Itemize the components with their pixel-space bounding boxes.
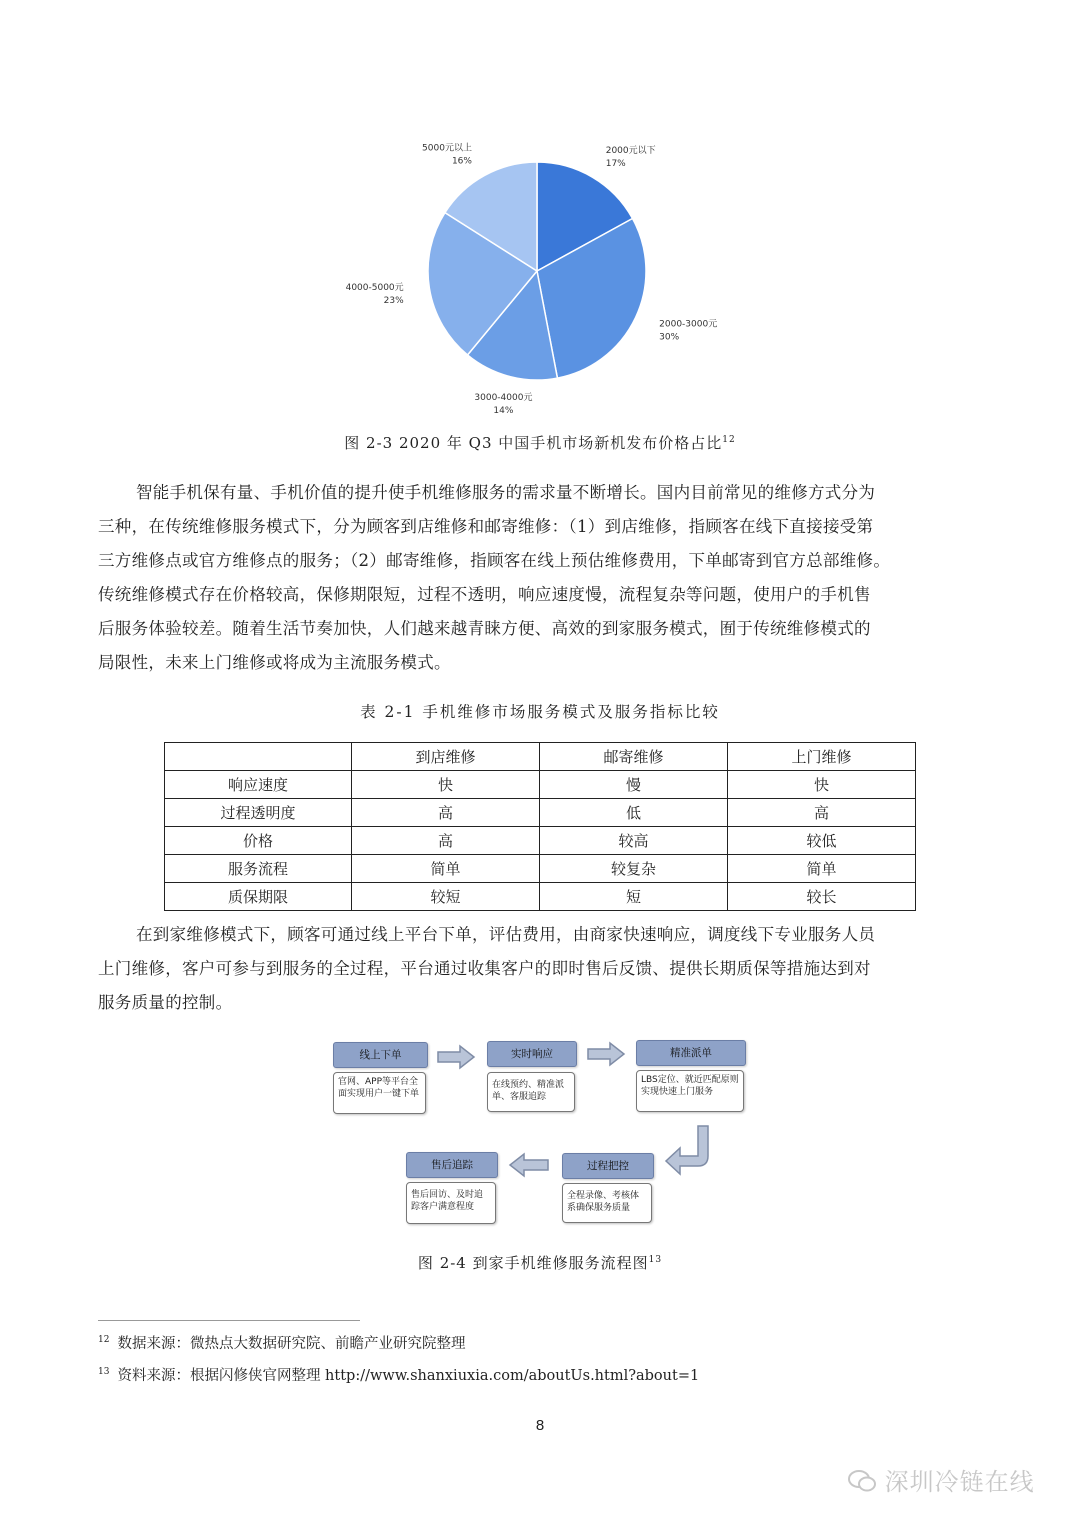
table-header-row: 到店维修 邮寄维修 上门维修	[165, 743, 916, 771]
service-comparison-table	[164, 742, 916, 911]
table-row: 响应速度 快 慢 快	[165, 771, 916, 799]
pie-slice-percent: 17%	[605, 158, 626, 169]
watermark: 深圳冷链在线	[848, 1462, 1035, 1497]
pie-slice-percent: 30%	[659, 332, 680, 343]
figure-2-3-caption: 图 2-3 2020 年 Q3 中国手机市场新机发布价格占比$^{12}$	[344, 434, 736, 452]
arrow-curve-down-left-icon	[664, 1124, 712, 1180]
paragraph-2: 在到家维修模式下，顾客可通过线上平台下单，评估费用，由商家快速响应，调度线下专业服务人员 上门维修，客户可参与到服务的全过程，平台通过收集客户的即时售后反馈、提供长期质保等措施达到对 服务质量的控制。	[98, 925, 876, 1012]
table-row: 过程透明度 高 低 高	[165, 799, 916, 827]
pie-slice-label: 2000-3000元	[659, 319, 718, 330]
pie-slice-label: 4000-5000元	[345, 283, 404, 294]
table-row: 服务流程 简单 较复杂 简单	[165, 855, 916, 883]
flow-step-5-desc: 售后回访、及时追踪客户满意程度	[406, 1182, 496, 1224]
arrow-right-icon	[436, 1044, 476, 1070]
footnote-ref-12: 12	[722, 435, 736, 445]
flow-step-2-desc: 在线预约、精准派单、客服追踪	[487, 1072, 575, 1112]
flow-step-3-desc: LBS定位、就近匹配原则实现快速上门服务	[636, 1070, 744, 1112]
flow-step-2-title: 实时响应	[487, 1041, 577, 1067]
flow-step-5-title: 售后追踪	[406, 1152, 498, 1178]
arrow-left-icon	[508, 1152, 550, 1178]
footnote-ref-13: 13	[648, 1255, 663, 1265]
pie-slice-label: 2000元以下	[605, 145, 656, 156]
flow-step-1-desc: 官网、APP等平台全面实现用户一键下单	[333, 1072, 426, 1114]
paragraph-1: 智能手机保有量、手机价值的提升使手机维修服务的需求量不断增长。国内目前常见的维修方式分为 三种，在传统维修服务模式下，分为顾客到店维修和邮寄维修：（1）到店维修，指顾客在线下直接接受第 三方维修点或官方维修点的服务；（2）邮寄维修，指顾客在线上预估维修费用，下单邮寄到官方总部维修。 传统维修模式存在价格较高，保修期限短，过程不透明，响应速度慢，流程复杂等问题，使用户的手机售 后服务体验较差。随着生活节奏加快，人们越来越青睐方便、高效的到家服务模式，囿于传统维修模式的 局限性，未来上门维修或将成为主流服务模式。	[98, 483, 891, 672]
flow-step-1-title: 线上下单	[333, 1042, 428, 1068]
footnote-13: $^{13}$ 资料来源：根据闪修侠官网整理 http://www.shanxiuxia.com/aboutUs.html?about=1	[98, 1367, 700, 1384]
page-number: 8	[535, 1417, 545, 1434]
pie-slice-percent: 23%	[383, 296, 404, 307]
arrow-right-icon	[586, 1041, 626, 1067]
table-row: 质保期限 较短 短 较长	[165, 883, 916, 911]
pie-slice-label: 5000元以上	[422, 143, 472, 154]
pie-slice-percent: 14%	[493, 405, 514, 416]
flow-step-4-title: 过程把控	[562, 1153, 654, 1179]
table-row: 价格 高 较高 较低	[165, 827, 916, 855]
flow-step-4-desc: 全程录像、考核体系确保服务质量	[562, 1183, 652, 1223]
wechat-icon	[848, 1469, 876, 1493]
footnote-divider	[98, 1320, 360, 1321]
pie-slice-percent: 16%	[451, 156, 472, 167]
pie-slice-label: 3000-4000元	[474, 392, 533, 403]
figure-2-4-caption: 图 2-4 到家手机维修服务流程图$^{13}$	[417, 1254, 663, 1272]
price-share-pie-chart	[330, 140, 750, 416]
table-2-1-caption: 表 2-1 手机维修市场服务模式及服务指标比较	[360, 703, 720, 721]
flow-step-3-title: 精准派单	[636, 1040, 746, 1066]
footnote-12: $^{12}$ 数据来源：微热点大数据研究院、前瞻产业研究院整理	[98, 1335, 466, 1352]
